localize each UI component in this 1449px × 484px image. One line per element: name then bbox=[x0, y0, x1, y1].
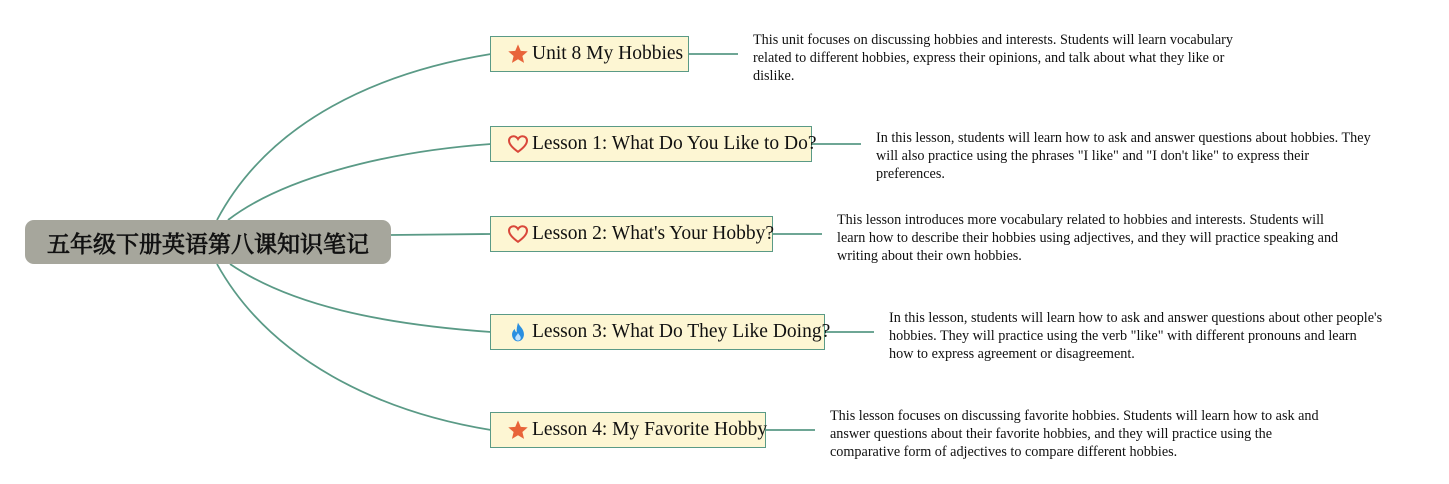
root-node[interactable] bbox=[25, 220, 391, 264]
connector-root-branch-5 bbox=[217, 264, 491, 430]
root-title: 五年级下册英语第八课知识笔记 bbox=[47, 231, 369, 258]
topic-note: This lesson focuses on discussing favorite hobbies. Students will learn how to ask and answer questions about their favorite hobbies, and they will practice using the comparative form of adjectives to compare different hobbies. bbox=[830, 408, 1319, 460]
topic-title: Lesson 2: What's Your Hobby? bbox=[532, 223, 775, 244]
topic-note: In this lesson, students will learn how to ask and answer questions about other people's hobbies. They will practice using the verb "like" with different pronouns and learn how to express agreement or disagreement. bbox=[889, 310, 1383, 362]
topic-unit-8[interactable] bbox=[490, 36, 689, 72]
topic-title: Lesson 4: My Favorite Hobby bbox=[532, 419, 768, 440]
topic-note: In this lesson, students will learn how to ask and answer questions about hobbies. They will also practice using the phrases "I like" and "I don't like" to express their preferences. bbox=[876, 130, 1371, 182]
connector-root-branch-1 bbox=[217, 54, 491, 220]
topic-title: Unit 8 My Hobbies bbox=[532, 43, 684, 64]
heart-icon bbox=[507, 223, 529, 245]
topic-note: This unit focuses on discussing hobbies and interests. Students will learn vocabulary related to different hobbies, express their opinions, and talk about what they like or dislike. bbox=[753, 32, 1233, 84]
fire-icon bbox=[507, 321, 529, 343]
topic-title: Lesson 1: What Do You Like to Do? bbox=[532, 133, 817, 154]
topic-note: This lesson introduces more vocabulary related to hobbies and interests. Students will learn how to describe their hobbies using adjectives, and they will practice speaking and writing about their own hobbies. bbox=[837, 212, 1339, 264]
topic-lesson-1[interactable] bbox=[490, 126, 817, 162]
connector-root-branch-3 bbox=[391, 234, 491, 235]
connector-root-branch-4 bbox=[230, 264, 491, 332]
topic-title: Lesson 3: What Do They Like Doing? bbox=[532, 321, 831, 342]
topic-lesson-4[interactable] bbox=[490, 412, 766, 448]
star-icon bbox=[507, 419, 529, 441]
topic-lesson-2[interactable] bbox=[490, 216, 773, 252]
star-icon bbox=[507, 43, 529, 65]
heart-icon bbox=[507, 133, 529, 155]
topic-lesson-3[interactable] bbox=[490, 314, 831, 350]
connector-root-branch-2 bbox=[228, 144, 491, 220]
